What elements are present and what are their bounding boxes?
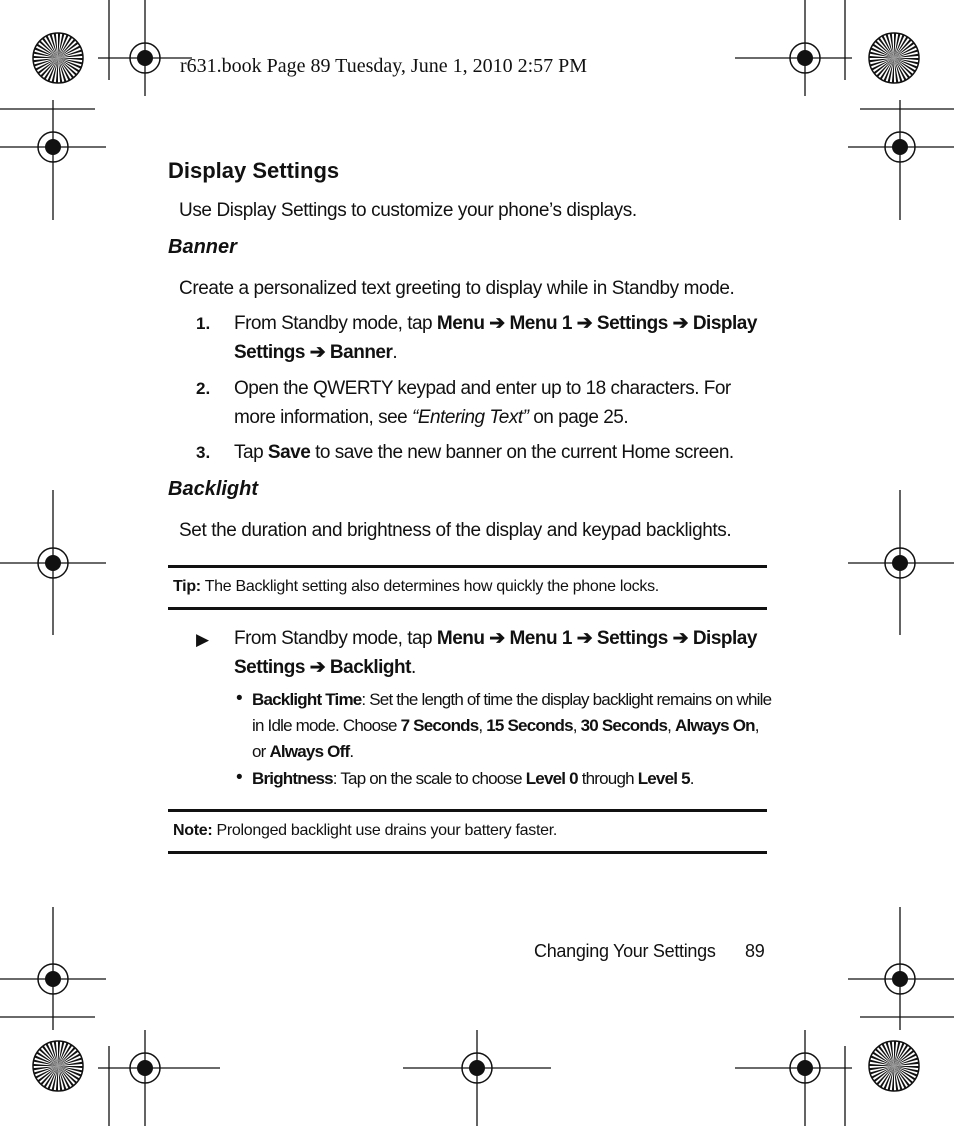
bullet-icon: • [236,688,243,709]
tip-top-rule [168,565,767,568]
bullet-brightness: Brightness: Tap on the scale to choose Level 0 through Level 5. [252,769,694,788]
star-target-icon [33,33,83,83]
note-box: Note: Prolonged backlight use drains your battery faster. [173,822,557,839]
banner-heading: Banner [168,236,237,258]
banner-step-2: Open the QWERTY keypad and enter up to 18 characters. For more information, see “Entering Text” on page 25. [234,378,731,428]
tip-box: Tip: The Backlight setting also determines how quickly the phone locks. [173,578,659,595]
bullet-icon: • [236,767,243,788]
registration-mark-icon [98,1030,220,1126]
banner-step-1: From Standby mode, tap Menu ➔ Menu 1 ➔ Settings ➔ Display Settings ➔ Banner. [234,313,757,363]
bullet-backlight-time: Backlight Time: Set the length of time the display backlight remains on while in Idle mode. Choose 7 Seconds, 15 Seconds, 30 Seconds, Always On, or Always Off. [252,690,772,761]
registration-mark-icon [848,490,954,635]
step-number: 3. [196,443,211,462]
star-target-icon [869,1041,919,1091]
step-number: 2. [196,379,211,398]
tip-label: Tip: [173,578,201,595]
backlight-step: From Standby mode, tap Menu ➔ Menu 1 ➔ Settings ➔ Display Settings ➔ Backlight. [234,628,757,678]
registration-mark-icon [98,0,192,96]
registration-mark-icon [735,1030,852,1126]
banner-description: Create a personalized text greeting to display while in Standby mode. [179,278,735,299]
note-top-rule [168,809,767,812]
tip-bottom-rule [168,607,767,610]
registration-mark-icon [735,0,852,96]
registration-mark-icon [403,1030,551,1126]
backlight-heading: Backlight [168,478,259,500]
note-bottom-rule [168,851,767,854]
registration-mark-icon [848,907,954,1030]
registration-mark-icon [0,490,106,635]
page-number: 89 [745,941,765,961]
star-target-icon [33,1041,83,1091]
step-number: 1. [196,314,211,333]
footer-chapter: Changing Your Settings [534,941,716,961]
registration-mark-icon [848,100,954,220]
banner-step-3: Tap Save to save the new banner on the current Home screen. [234,442,734,463]
print-header: r631.book Page 89 Tuesday, June 1, 2010 2:57 PM [180,55,588,77]
star-target-icon [869,33,919,83]
backlight-description: Set the duration and brightness of the display and keypad backlights. [179,520,732,541]
registration-mark-icon [0,907,106,1030]
intro-text: Use Display Settings to customize your phone’s displays. [179,200,637,221]
section-title: Display Settings [168,158,340,183]
step-arrow-icon: ▶ [196,630,210,649]
registration-mark-icon [0,100,106,220]
note-label: Note: [173,822,213,839]
